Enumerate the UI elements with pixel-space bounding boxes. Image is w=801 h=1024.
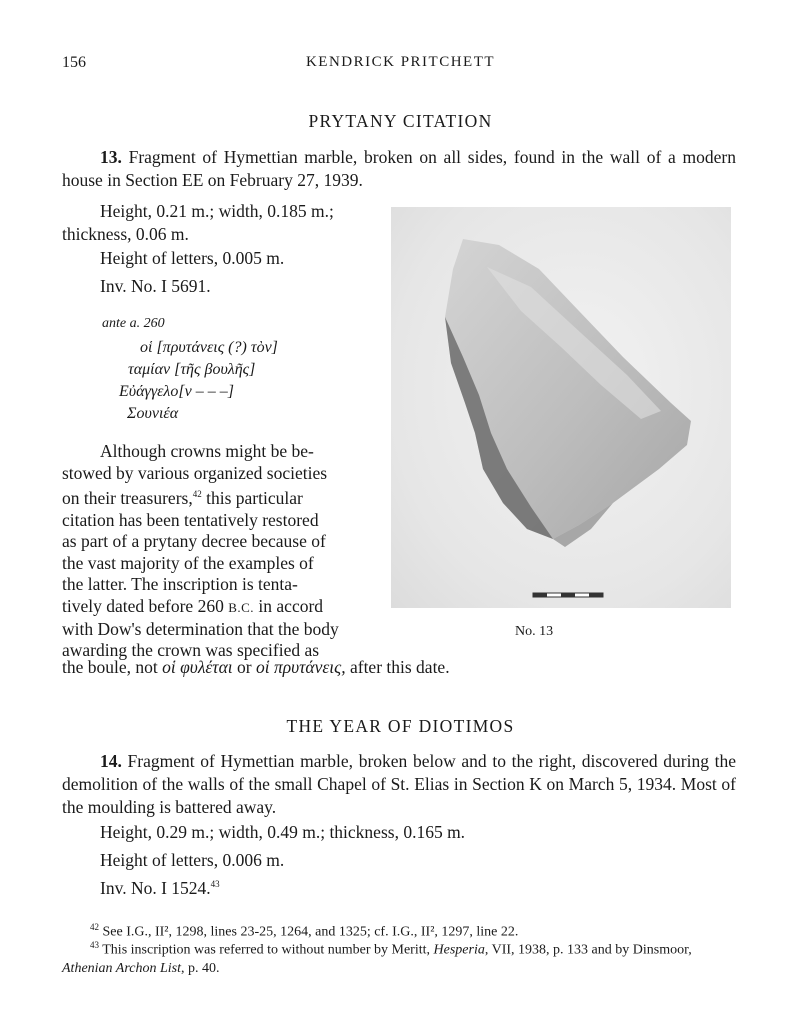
inscription-line-2: ταμίαν [τῆς βουλῆς] [128,361,256,378]
inscription-date-label: ante a. 260 [102,316,165,331]
body-final-line: the boule, not οἱ φυλέται or οἱ πρυτάνεις, after this date. [62,657,450,677]
body-line: as part of a prytany decree because of [62,531,326,552]
body-line: awarding the crown was specified as [62,640,320,661]
inscription-line-1: οἱ [πρυτάνεις (?) τὸν] [140,339,278,356]
inscription-line-3: Εὐάγγελο[ν – – –] [119,383,234,400]
item-13-description [62,146,736,192]
description-text: Fragment of Hymettian marble, broken on all sides, found in the wall of a modern house in Section EE on February 27, 1939. [62,147,736,190]
footnote-43: $^{43}$ This inscription was referred to without number by Meritt, Hesperia, VII, 1938, p. 133 and by Dinsmoor, Athenian Archon List, p. 40. [62,940,692,976]
body-line: the latter. The inscription is tenta- [62,574,298,595]
item-13-commentary [62,441,374,662]
section-title-prytany: PRYTANY CITATION [308,111,493,131]
item-13-dimensions: Height, 0.21 m.; width, 0.185 m.; thickness, 0.06 m. [62,201,334,244]
item-14-description [62,750,736,819]
fragment-photograph [391,207,731,608]
body-line: tively dated before 260 B.C. in accord [62,595,324,616]
item-14-letter-height: Height of letters, 0.006 m. [100,850,285,870]
marble-fragment-image [391,207,731,608]
running-title: KENDRICK PRITCHETT [305,54,496,70]
footnote-ref-43[interactable]: 43 [210,879,220,890]
description-text: Fragment of Hymettian marble, broken below and to the right, discovered during the demolition of the walls of the small Chapel of St. Elias in Section K on March 5, 1934. Most of the moulding is battered away. [62,751,736,817]
inscription-line-4: Σουνιέα [127,405,179,422]
page-number: 156 [62,54,86,71]
footnote-mark: 42 [90,922,99,932]
item-13-inventory: Inv. No. I 5691. [100,276,211,296]
item-number: 13. [100,147,122,167]
item-14-dimensions: Height, 0.29 m.; width, 0.49 m.; thickness, 0.165 m. [100,822,466,842]
item-13-letter-height: Height of letters, 0.005 m. [100,248,285,268]
body-line: on their treasurers,$^{42}$ this particular [62,488,303,509]
scale-bar [533,593,603,597]
footnote-ref-42[interactable]: 42 [192,489,202,500]
body-line: the vast majority of the examples of [62,552,314,573]
body-line: with Dow's determination that the body [62,618,339,639]
section-title-diotimos: THE YEAR OF DIOTIMOS [286,716,515,736]
footnote-text: See I.G., II², 1298, lines 23-25, 1264, and 1325; cf. I.G., II², 1297, line 22. [102,924,519,940]
footnote-mark: 43 [90,940,99,950]
body-line: citation has been tentatively restored [62,509,319,530]
body-line: stowed by various organized societies [62,462,328,483]
body-line: Although crowns might be be- [100,441,314,461]
item-number: 14. [100,751,122,771]
item-14-inventory: Inv. No. I 1524.43 [100,878,220,898]
photo-caption: No. 13 [515,624,554,639]
stone-face [445,239,691,539]
